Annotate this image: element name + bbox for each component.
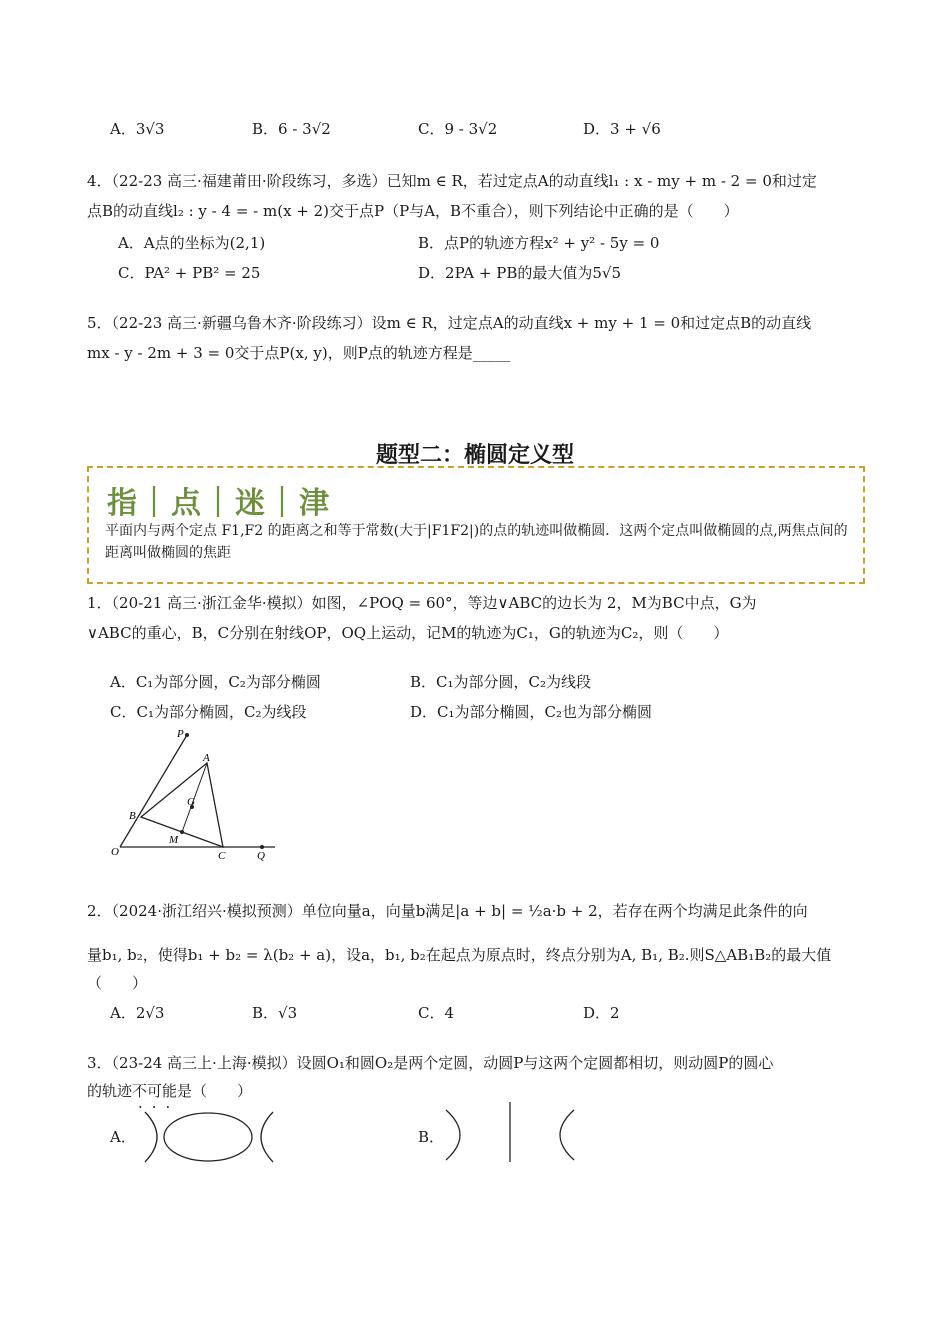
q4-option-d: D．2PA + PB的最大值为5√5	[418, 264, 621, 282]
guide-text: 平面内与两个定点 F1,F2 的距离之和等于常数(大于|F1F2|)的点的轨迹叫做椭圆．这两个定点叫做椭圆的点,两焦点间的距离叫做椭圆的焦距	[105, 523, 848, 561]
p2-option-b: B．√3	[252, 1004, 298, 1022]
left-hyperbola-branch	[145, 1112, 157, 1162]
option-d: D．3 + √6	[583, 120, 661, 138]
question-5-line-1: 5．（22-23 高三·新疆乌鲁木齐·阶段练习）设m ∈ R，过定点A的动直线x + my + 1 = 0和过定点B的动直线	[87, 314, 812, 332]
label-b: B	[129, 810, 136, 822]
problem-2-line-2: 量b₁, b₂，使得b₁ + b₂ = λ(b₂ + a)，设a，b₁, b₂在起点为原点时，终点分别为A, B₁, B₂.则S△AB₁B₂的最大值	[87, 946, 832, 964]
q4-option-b: B．点P的轨迹方程x² + y² - 5y = 0	[418, 234, 660, 252]
label-q: Q	[257, 850, 265, 862]
option-c: C．9 - 3√2	[418, 120, 498, 138]
triangle-figure	[105, 725, 285, 865]
p1-option-c: C．C₁为部分椭圆，C₂为线段	[110, 703, 307, 721]
p2-option-c: C．4	[418, 1004, 455, 1022]
option-a-figure	[135, 1108, 285, 1166]
emphasis-dots: ···	[138, 1098, 180, 1116]
ellipse-shape	[164, 1113, 252, 1161]
option-b: B．6 - 3√2	[252, 120, 331, 138]
problem-1-line-1: 1．（20-21 高三·浙江金华·模拟）如图，∠POQ = 60°，等边∨ABC的边长为 2，M为BC中点，G为	[87, 594, 757, 612]
question-4-line-2: 点B的动直线l₂ : y - 4 = - m(x + 2)交于点P（P与A，B不重合），则下列结论中正确的是（ ）	[87, 202, 739, 220]
p1-option-a: A．C₁为部分圆，C₂为部分椭圆	[110, 673, 321, 691]
label-p: P	[177, 728, 184, 740]
p2-option-d: D．2	[583, 1004, 620, 1022]
q4-option-a: A．A点的坐标为(2,1)	[118, 234, 266, 252]
label-a: A	[203, 752, 210, 764]
problem-2-line-1: 2．（2024·浙江绍兴·模拟预测）单位向量a，向量b满足|a + b| = ½a·b + 2，若存在两个均满足此条件的向	[87, 902, 808, 920]
p1-option-d: D．C₁为部分椭圆，C₂也为部分椭圆	[410, 703, 653, 721]
left-curve	[446, 1110, 460, 1160]
label-m: M	[169, 834, 179, 846]
label-o: O	[111, 846, 119, 858]
right-curve	[560, 1110, 574, 1160]
label-g: G	[187, 796, 195, 808]
option-a: A．3√3	[110, 120, 165, 138]
p1-option-b: B．C₁为部分圆，C₂为线段	[410, 673, 592, 691]
problem-2-line-3: （ ）	[87, 974, 148, 992]
problem-3-line-1: 3．（23-24 高三上·上海·模拟）设圆O₁和圆O₂是两个定圆，动圆P与这两个定圆都相切，则动圆P的圆心	[87, 1054, 774, 1072]
label-c: C	[218, 850, 226, 862]
option-b-figure	[440, 1098, 590, 1166]
q4-option-c: C．PA² + PB² = 25	[118, 264, 261, 282]
point-m	[180, 830, 184, 834]
question-5-line-2: mx - y - 2m + 3 = 0交于点P(x, y)，则P点的轨迹方程是_____	[87, 344, 511, 362]
p3-option-b: B．	[418, 1128, 445, 1146]
section-title: 题型二：椭圆定义型	[375, 443, 574, 468]
guide-label: 指｜点｜迷｜津	[107, 486, 331, 521]
guide-box	[87, 466, 865, 584]
p2-option-a: A．2√3	[110, 1004, 165, 1022]
triangle-abc	[141, 763, 223, 847]
problem-3-line-2: 的轨迹不可能是（ ）	[87, 1082, 253, 1100]
question-4-line-1: 4．（22-23 高三·福建莆田·阶段练习，多选）已知m ∈ R，若过定点A的动直线l₁ : x - my + m - 2 = 0和过定	[87, 172, 817, 190]
point-p	[185, 733, 189, 737]
right-hyperbola-branch	[261, 1112, 273, 1162]
problem-1-line-2: ∨ABC的重心，B，C分别在射线OP，OQ上运动，记M的轨迹为C₁，G的轨迹为C₂，则（ ）	[87, 624, 729, 642]
p3-option-a: A．	[110, 1128, 136, 1146]
point-q	[260, 845, 264, 849]
